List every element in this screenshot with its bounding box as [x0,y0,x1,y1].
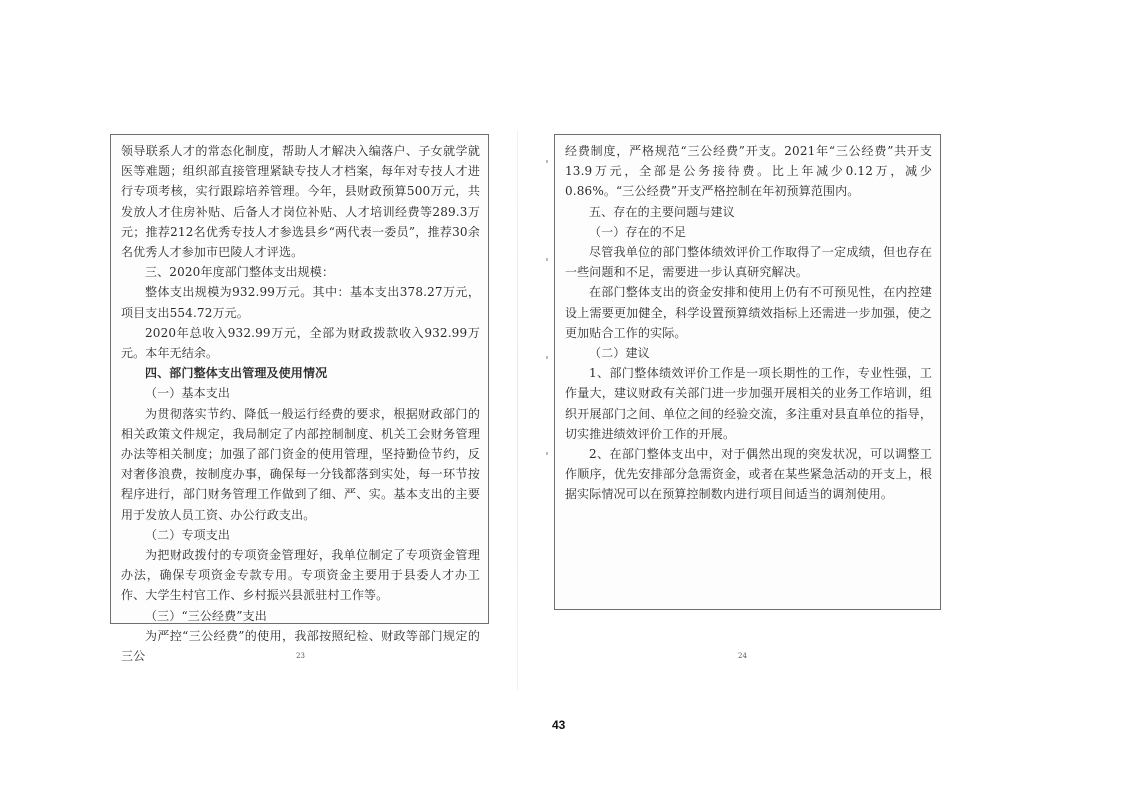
paragraph: 为严控“三公经费”的使用，我部按照纪检、财政等部门规定的三公 [121,628,480,664]
paragraph: 在部门整体支出的资金安排和使用上仍有不可预见性，在内控建设上需要更加健全，科学设置预算绩效指标上还需进一步加强，使之更加贴合工作的实际。 [565,285,932,340]
paragraph: （一）基本支出 [145,386,231,401]
paragraph: （二）专项支出 [145,527,231,542]
paragraph: 尽管我单位的部门整体绩效评价工作取得了一定成绩，但也存在一些问题和不足，需要进一步认真研究解决。 [565,245,932,280]
scan-speck [546,452,548,455]
scan-speck [546,258,548,261]
paragraph: 三、2020年度部门整体支出规模： [145,265,335,280]
paragraph: 四、部门整体支出管理及使用情况 [145,366,328,381]
scan-speck [546,160,548,163]
right-page-text [565,141,932,505]
book-spine-shadow [517,130,518,690]
paragraph: 为把财政拨付的专项资金管理好，我单位制定了专项资金管理办法，确保专项资金专款专用。专项资金主要用于县委人才办工作、大学生村官工作、乡村振兴县派驻村工作等。 [121,548,480,603]
scan-page-number: 43 [552,718,566,732]
right-page-frame [554,134,941,610]
left-page-text [121,141,480,666]
right-page-number: 24 [738,652,747,660]
paragraph: 领导联系人才的常态化制度，帮助人才解决入编落户、子女就学就医等难题；组织部直接管理紧缺专技人才档案，每年对专技人才进行专项考核，实行跟踪培养管理。今年，县财政预算500万元，共发放人才住房补贴、后备人才岗位补贴、人才培训经费等289.3万元；推荐212名优秀专技人才参选县乡“两代表一委员”，推荐30余名优秀人才参加市巴陵人才评选。 [121,144,480,260]
scan-speck [546,356,548,359]
paragraph: 五、存在的主要问题与建议 [589,204,735,219]
paragraph: 为贯彻落实节约、降低一般运行经费的要求，根据财政部门的相关政策文件规定，我局制定了内部控制制度、机关工会财务管理办法等相关制度；加强了部门资金的使用管理，坚持勤俭节约，反对奢侈浪费，按制度办事，确保每一分钱都落到实处，每一环节按程序进行，部门财务管理工作做到了细、严、实。基本支出的主要用于发放人员工资、办公行政支出。 [121,406,480,522]
paragraph: 经费制度，严格规范“三公经费”开支。2021年“三公经费”共开支13.9万元，全部是公务接待费。比上年减少0.12万，减少0.86%。“三公经费”开支严格控制在年初预算范围内。 [565,144,932,199]
paragraph: （三）“三公经费”支出 [145,608,267,623]
paragraph: （二）建议 [589,346,650,361]
paragraph: 2、在部门整体支出中，对于偶然出现的突发状况，可以调整工作顺序，优先安排部分急需资金，或者在某些紧急活动的开支上，根据实际情况可以在预算控制数内进行项目间适当的调剂使用。 [565,447,932,502]
paragraph: 整体支出规模为932.99万元。其中：基本支出378.27万元，项目支出554.72万元。 [121,285,480,320]
left-page-number: 23 [296,652,305,660]
paragraph: （一）存在的不足 [589,224,687,239]
paragraph: 1、部门整体绩效评价工作是一项长期性的工作，专业性强，工作量大，建议财政有关部门进一步加强开展相关的业务工作培训，组织开展部门之间、单位之间的经验交流，多注重对县直单位的指导，切实推进绩效评价工作的开展。 [565,366,932,441]
paragraph: 2020年总收入932.99万元，全部为财政拨款收入932.99万元。本年无结余。 [121,325,480,361]
